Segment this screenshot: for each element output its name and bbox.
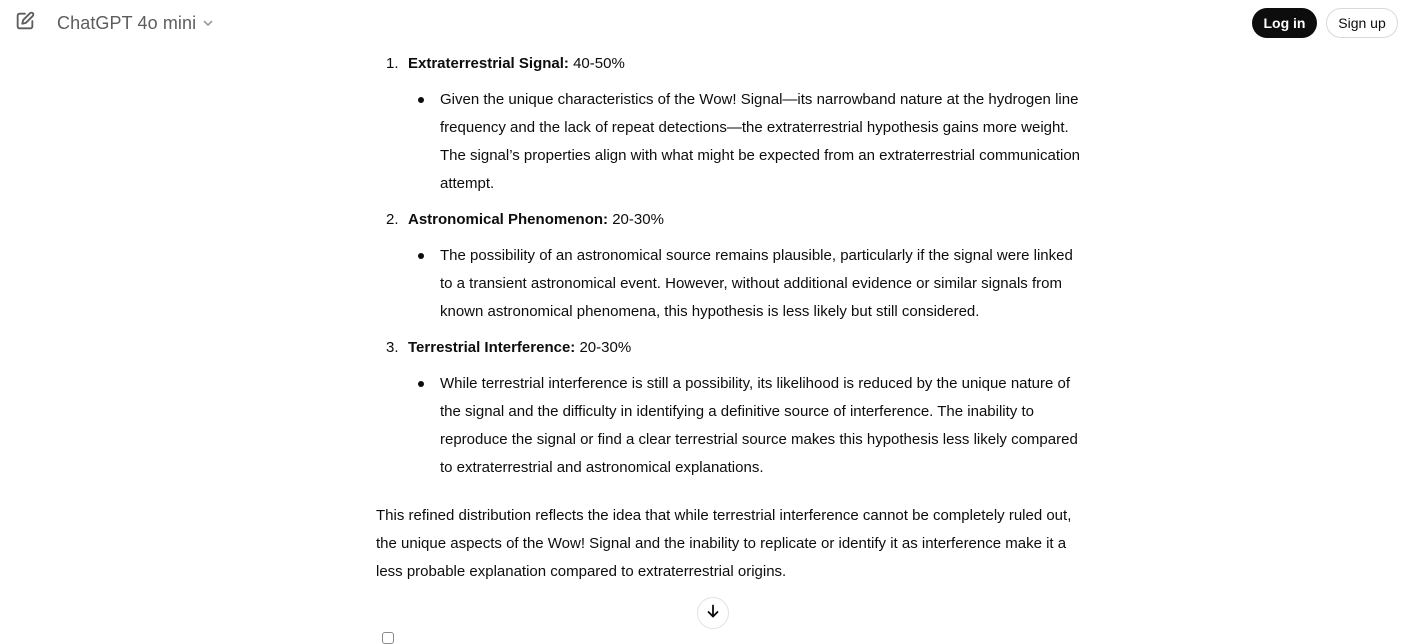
assistant-message <box>376 50 1088 601</box>
new-chat-button[interactable] <box>11 9 39 37</box>
edit-icon <box>14 10 36 37</box>
bullet-point <box>408 370 1088 482</box>
bullet-dot <box>418 97 424 103</box>
bullet-text: Given the unique characteristics of the Wow! Signal—its narrowband nature at the hydrogen line frequency and the lack of repeat detections—the extraterrestrial hypothesis gains more weight. The signal’s properties align with what might be expected from an extraterrestrial communication attempt. <box>440 91 1081 192</box>
model-selector[interactable] <box>51 10 220 36</box>
bullet-dot <box>418 253 424 259</box>
item-title: Terrestrial Interference: <box>408 339 576 356</box>
chevron-down-icon <box>202 17 214 29</box>
signup-button[interactable]: Sign up <box>1326 8 1398 38</box>
list-item-heading <box>408 50 1088 78</box>
bullet-point <box>408 86 1088 198</box>
list-item-heading <box>408 206 1088 234</box>
bullet-dot <box>418 381 424 387</box>
model-name: ChatGPT 4o mini <box>57 12 197 33</box>
list-item <box>376 50 1088 198</box>
message-actions <box>382 632 394 642</box>
list-item-heading <box>408 334 1088 362</box>
item-title: Astronomical Phenomenon: <box>408 211 609 228</box>
item-value: 40-50% <box>568 55 625 72</box>
item-title: Extraterrestrial Signal: <box>408 55 569 72</box>
list-number: 2. <box>386 211 399 228</box>
login-button[interactable]: Log in <box>1252 8 1317 38</box>
bullet-text: While terrestrial interference is still a possibility, its likelihood is reduced by the unique nature of the signal and the difficulty in identifying a definitive source of interference. The inability to reproduce the signal or find a clear terrestrial source makes this hypothesis less likely compared to extraterrestrial and astronomical explanations. <box>440 375 1078 476</box>
list-item <box>376 206 1088 326</box>
copy-icon[interactable] <box>382 632 394 644</box>
arrow-down-icon <box>705 603 721 624</box>
item-value: 20-30% <box>608 211 664 228</box>
summary-paragraph: This refined distribution reflects the idea that while terrestrial interference cannot be completely ruled out, the unique aspects of the Wow! Signal and the inability to replicate or identify it as interference make it a less probable explanation compared to extraterrestrial origins. <box>376 507 1072 580</box>
bullet-point <box>408 242 1088 326</box>
list-number: 3. <box>386 339 399 356</box>
top-bar <box>0 0 1405 46</box>
list-number: 1. <box>386 55 399 72</box>
bullet-text: The possibility of an astronomical source remains plausible, particularly if the signal were linked to a transient astronomical event. However, without additional evidence or similar signals from known astronomical phenomena, this hypothesis is less likely but still considered. <box>440 247 1073 320</box>
scroll-to-bottom-button[interactable] <box>697 597 729 629</box>
list-item <box>376 334 1088 482</box>
item-value: 20-30% <box>575 339 632 356</box>
